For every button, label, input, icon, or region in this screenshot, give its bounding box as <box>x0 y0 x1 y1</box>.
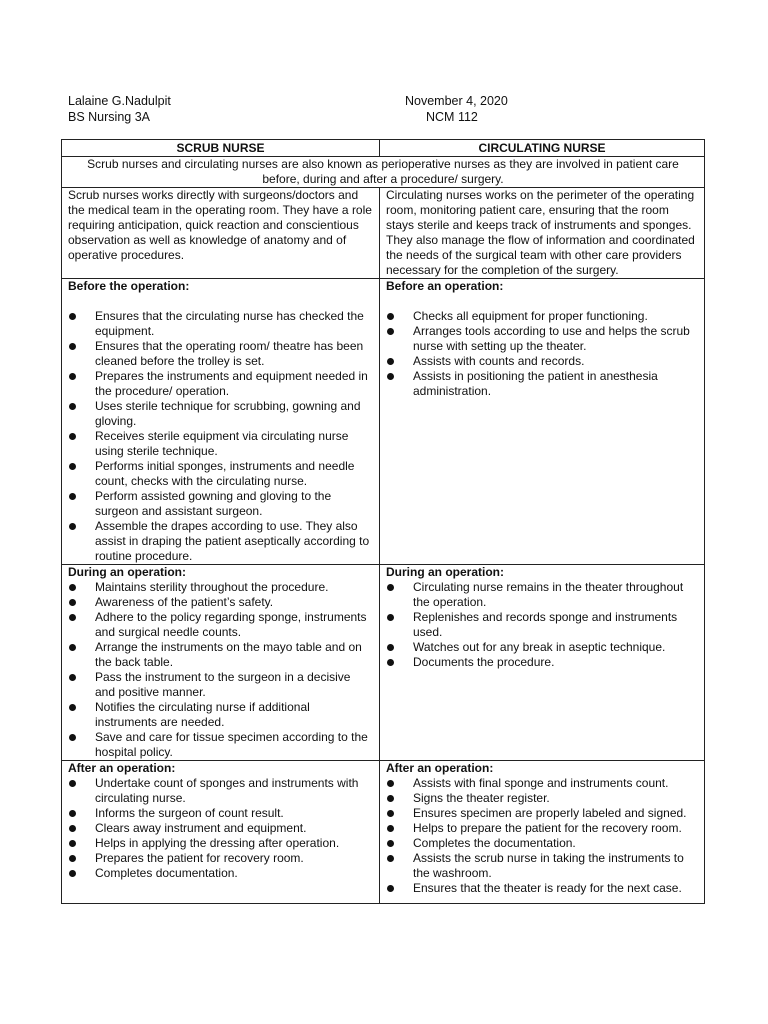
list-item <box>68 640 373 670</box>
list-item <box>386 806 698 821</box>
bullet-icon <box>69 493 76 500</box>
table-header-row <box>62 140 705 157</box>
list-item <box>68 700 373 730</box>
list-item-text: Undertake count of sponges and instruments with circulating nurse. <box>95 776 359 805</box>
bullet-icon <box>387 358 394 365</box>
bullet-icon <box>69 313 76 320</box>
after-operation-row <box>62 761 705 904</box>
bullet-icon <box>387 810 394 817</box>
list-item-text: Completes the documentation. <box>413 836 576 850</box>
bullet-icon <box>69 403 76 410</box>
bullet-icon <box>387 795 394 802</box>
list-item-text: Circulating nurse remains in the theater throughout the operation. <box>413 580 684 609</box>
list-item <box>68 429 373 459</box>
list-item-text: Performs initial sponges, instruments and needle count, checks with the circulating nurse. <box>95 459 355 488</box>
description-row <box>62 188 705 279</box>
list-item <box>68 776 373 806</box>
list-item-text: Perform assisted gowning and gloving to the surgeon and assistant surgeon. <box>95 489 332 518</box>
bullet-icon <box>69 614 76 621</box>
section-title: Before the operation: <box>68 279 190 293</box>
list-item <box>386 836 698 851</box>
circulating-during-cell <box>380 565 705 761</box>
column-header-circulating: CIRCULATING NURSE <box>380 140 705 157</box>
list-item <box>68 580 373 595</box>
list-item <box>68 339 373 369</box>
list-item <box>386 610 698 640</box>
circulating-before-cell <box>380 279 705 565</box>
list-item-text: Assists with final sponge and instruments count. <box>413 776 669 790</box>
list-item <box>68 730 373 760</box>
section-title: After an operation: <box>68 761 176 775</box>
list-item <box>68 595 373 610</box>
bullet-icon <box>387 780 394 787</box>
bullet-icon <box>69 734 76 741</box>
bullet-list <box>68 776 373 881</box>
list-item-text: Documents the procedure. <box>413 655 555 669</box>
bullet-icon <box>69 343 76 350</box>
bullet-icon <box>387 328 394 335</box>
bullet-icon <box>69 840 76 847</box>
circulating-after-cell <box>380 761 705 904</box>
list-item-text: Completes documentation. <box>95 866 238 880</box>
list-item <box>68 806 373 821</box>
list-item-text: Helps to prepare the patient for the recovery room. <box>413 821 682 835</box>
during-operation-row <box>62 565 705 761</box>
list-item-text: Adhere to the policy regarding sponge, instruments and surgical needle counts. <box>95 610 367 639</box>
list-item <box>386 309 698 324</box>
list-item-text: Arranges tools according to use and helps the scrub nurse with setting up the theater. <box>413 324 690 353</box>
bullet-icon <box>387 373 394 380</box>
list-item <box>68 369 373 399</box>
list-item <box>68 836 373 851</box>
document-date: November 4, 2020 <box>405 94 508 108</box>
author-block <box>68 93 171 125</box>
before-operation-row <box>62 279 705 565</box>
list-item-text: Helps in applying the dressing after operation. <box>95 836 340 850</box>
bullet-list <box>68 580 373 760</box>
list-item-text: Signs the theater register. <box>413 791 550 805</box>
bullet-icon <box>387 659 394 666</box>
list-item <box>386 821 698 836</box>
section-title: Before an operation: <box>386 279 504 293</box>
date-course-block <box>405 93 508 125</box>
list-item-text: Uses sterile technique for scrubbing, gowning and gloving. <box>95 399 361 428</box>
list-item-text: Checks all equipment for proper functioning. <box>413 309 648 323</box>
course-code: NCM 112 <box>426 110 478 124</box>
list-item-text: Watches out for any break in aseptic technique. <box>413 640 666 654</box>
list-item <box>386 851 698 881</box>
bullet-icon <box>69 810 76 817</box>
bullet-icon <box>69 433 76 440</box>
list-item <box>386 640 698 655</box>
circulating-description: Circulating nurses works on the perimeter of the operating room, monitoring patient care, ensuring that the room stays sterile and keeps track of instruments and sponges. They also manage the flow of information and coordinated the needs of the surgical team with other care providers necessary for the completion of the surgery. <box>380 188 705 279</box>
list-item-text: Receives sterile equipment via circulating nurse using sterile technique. <box>95 429 349 458</box>
list-item-text: Informs the surgeon of count result. <box>95 806 284 820</box>
scrub-before-cell <box>62 279 380 565</box>
list-item <box>386 776 698 791</box>
list-item <box>386 791 698 806</box>
list-item-text: Clears away instrument and equipment. <box>95 821 307 835</box>
bullet-list <box>68 309 373 564</box>
section-title: During an operation: <box>386 565 504 579</box>
bullet-icon <box>69 674 76 681</box>
bullet-icon <box>69 523 76 530</box>
author-name: Lalaine G.Nadulpit <box>68 94 171 108</box>
list-item-text: Ensures that the theater is ready for the next case. <box>413 881 682 895</box>
bullet-icon <box>387 855 394 862</box>
list-item <box>386 580 698 610</box>
list-item <box>386 324 698 354</box>
column-header-scrub: SCRUB NURSE <box>62 140 380 157</box>
list-item <box>68 459 373 489</box>
list-item <box>386 655 698 670</box>
list-item-text: Assemble the drapes according to use. They also assist in draping the patient aseptically according to routine procedure. <box>95 519 370 563</box>
list-item <box>68 851 373 866</box>
bullet-list <box>386 580 698 670</box>
list-item-text: Ensures specimen are properly labeled and signed. <box>413 806 687 820</box>
bullet-icon <box>387 825 394 832</box>
list-item <box>386 881 698 896</box>
bullet-icon <box>69 644 76 651</box>
list-item-text: Pass the instrument to the surgeon in a decisive and positive manner. <box>95 670 351 699</box>
list-item-text: Prepares the patient for recovery room. <box>95 851 304 865</box>
list-item <box>386 369 698 399</box>
list-item-text: Awareness of the patient’s safety. <box>95 595 274 609</box>
list-item <box>68 670 373 700</box>
bullet-icon <box>69 463 76 470</box>
list-item <box>68 399 373 429</box>
bullet-icon <box>69 825 76 832</box>
list-item-text: Prepares the instruments and equipment needed in the procedure/ operation. <box>95 369 368 398</box>
list-item-text: Assists with counts and records. <box>413 354 585 368</box>
bullet-icon <box>69 870 76 877</box>
list-item-text: Replenishes and records sponge and instruments used. <box>413 610 678 639</box>
list-item-text: Assists in positioning the patient in anesthesia administration. <box>413 369 658 398</box>
bullet-list <box>386 309 698 399</box>
scrub-after-cell <box>62 761 380 904</box>
bullet-icon <box>69 780 76 787</box>
bullet-icon <box>69 855 76 862</box>
list-item <box>68 866 373 881</box>
bullet-icon <box>387 614 394 621</box>
scrub-description: Scrub nurses works directly with surgeons/doctors and the medical team in the operating room. They have a role requiring anticipation, quick reaction and conscientious observation as well as knowledge of anatomy and of operative procedures. <box>62 188 380 279</box>
list-item-text: Arrange the instruments on the mayo table and on the back table. <box>95 640 362 669</box>
list-item <box>68 309 373 339</box>
intro-row <box>62 157 705 188</box>
list-item-text: Maintains sterility throughout the procedure. <box>95 580 329 594</box>
list-item-text: Notifies the circulating nurse if additional instruments are needed. <box>95 700 310 729</box>
comparison-table <box>61 139 705 904</box>
section-title: After an operation: <box>386 761 494 775</box>
bullet-icon <box>69 704 76 711</box>
list-item <box>68 610 373 640</box>
list-item-text: Ensures that the circulating nurse has checked the equipment. <box>95 309 364 338</box>
list-item-text: Assists the scrub nurse in taking the instruments to the washroom. <box>413 851 684 880</box>
list-item <box>68 821 373 836</box>
bullet-icon <box>69 584 76 591</box>
scrub-during-cell <box>62 565 380 761</box>
list-item-text: Ensures that the operating room/ theatre has been cleaned before the trolley is set. <box>95 339 364 368</box>
bullet-icon <box>387 840 394 847</box>
list-item-text: Save and care for tissue specimen according to the hospital policy. <box>95 730 368 759</box>
bullet-icon <box>69 373 76 380</box>
bullet-icon <box>387 313 394 320</box>
bullet-list <box>386 776 698 896</box>
list-item <box>386 354 698 369</box>
intro-text: Scrub nurses and circulating nurses are also known as perioperative nurses as they are involved in patient care before, during and after a procedure/ surgery. <box>62 157 705 188</box>
author-program: BS Nursing 3A <box>68 110 150 124</box>
list-item <box>68 519 373 564</box>
bullet-icon <box>387 885 394 892</box>
bullet-icon <box>387 644 394 651</box>
section-title: During an operation: <box>68 565 186 579</box>
list-item <box>68 489 373 519</box>
bullet-icon <box>69 599 76 606</box>
bullet-icon <box>387 584 394 591</box>
